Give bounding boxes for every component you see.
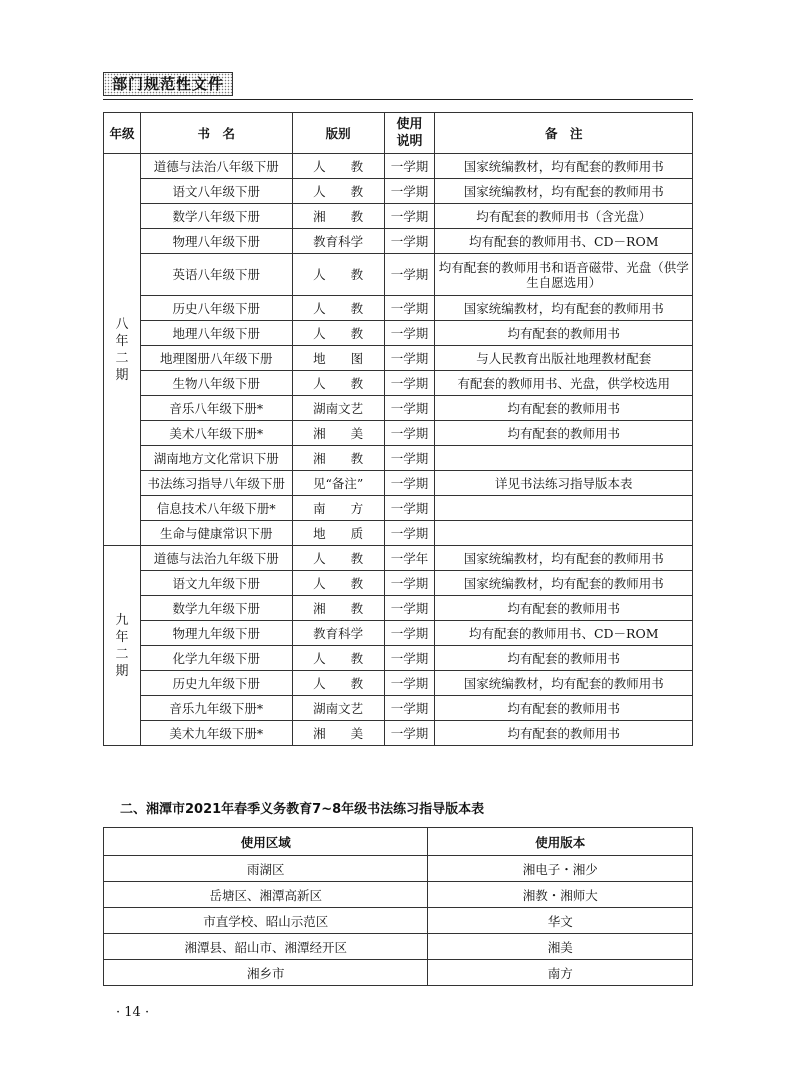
header-usage-text: 使用说明 (396, 117, 423, 149)
usage-cell: 一学期 (384, 596, 435, 621)
book-name-cell: 道德与法治九年级下册 (140, 546, 292, 571)
table-row (104, 254, 693, 296)
edition-cell: 人 教 (292, 179, 384, 204)
note-cell: 均有配套的教师用书 (435, 321, 693, 346)
note-cell: 均有配套的教师用书（含光盘） (435, 204, 693, 229)
header-divider (103, 99, 693, 100)
note-cell: 国家统编教材，均有配套的教师用书 (435, 296, 693, 321)
textbook-table (103, 112, 693, 746)
edition-cell: 见“备注” (292, 471, 384, 496)
table-row (104, 296, 693, 321)
edition-cell: 湖南文艺 (292, 696, 384, 721)
table-row (104, 934, 693, 960)
edition-cell: 人 教 (292, 371, 384, 396)
textbook-table-header-row (104, 113, 693, 154)
usage-cell: 一学期 (384, 571, 435, 596)
book-name-cell: 历史九年级下册 (140, 671, 292, 696)
area-cell: 雨湖区 (104, 856, 428, 882)
usage-cell: 一学期 (384, 396, 435, 421)
usage-cell: 一学期 (384, 204, 435, 229)
usage-cell: 一学期 (384, 496, 435, 521)
edition-cell: 湘 教 (292, 596, 384, 621)
grade-cell (104, 154, 141, 546)
table-row (104, 471, 693, 496)
usage-cell: 一学期 (384, 621, 435, 646)
book-name-cell: 道德与法治八年级下册 (140, 154, 292, 179)
note-cell: 与人民教育出版社地理教材配套 (435, 346, 693, 371)
table-row (104, 421, 693, 446)
edition-cell: 人 教 (292, 546, 384, 571)
table-row (104, 646, 693, 671)
table-row (104, 671, 693, 696)
table-row (104, 396, 693, 421)
usage-cell: 一学期 (384, 696, 435, 721)
usage-cell: 一学期 (384, 179, 435, 204)
book-name-cell: 化学九年级下册 (140, 646, 292, 671)
edition-cell: 人 教 (292, 646, 384, 671)
usage-cell: 一学期 (384, 321, 435, 346)
note-cell: 均有配套的教师用书 (435, 646, 693, 671)
calligraphy-version-table (103, 827, 693, 986)
usage-cell: 一学期 (384, 296, 435, 321)
usage-cell: 一学期 (384, 721, 435, 746)
header-area: 使用区域 (104, 828, 428, 856)
area-cell: 湘潭县、韶山市、湘潭经开区 (104, 934, 428, 960)
edition-cell: 湘 美 (292, 721, 384, 746)
usage-cell: 一学期 (384, 521, 435, 546)
header-edition: 版别 (292, 113, 384, 154)
book-name-cell: 数学九年级下册 (140, 596, 292, 621)
note-cell: 国家统编教材，均有配套的教师用书 (435, 571, 693, 596)
usage-cell: 一学期 (384, 646, 435, 671)
table-row (104, 571, 693, 596)
table-row (104, 696, 693, 721)
book-name-cell: 数学八年级下册 (140, 204, 292, 229)
version-cell: 南方 (428, 960, 693, 986)
book-name-cell: 湖南地方文化常识下册 (140, 446, 292, 471)
usage-cell: 一学期 (384, 229, 435, 254)
grade-label: 八年二期 (115, 316, 129, 383)
version-cell: 湘美 (428, 934, 693, 960)
note-cell (435, 521, 693, 546)
usage-cell: 一学年 (384, 546, 435, 571)
book-name-cell: 历史八年级下册 (140, 296, 292, 321)
edition-cell: 人 教 (292, 154, 384, 179)
header-version: 使用版本 (428, 828, 693, 856)
table-row (104, 204, 693, 229)
calligraphy-table-header-row (104, 828, 693, 856)
edition-cell: 湘 教 (292, 446, 384, 471)
grade-cell (104, 546, 141, 746)
table-row (104, 521, 693, 546)
usage-cell: 一学期 (384, 671, 435, 696)
note-cell: 有配套的教师用书、光盘，供学校选用 (435, 371, 693, 396)
usage-cell: 一学期 (384, 446, 435, 471)
book-name-cell: 信息技术八年级下册* (140, 496, 292, 521)
book-name-cell: 语文八年级下册 (140, 179, 292, 204)
book-name-cell: 英语八年级下册 (140, 254, 292, 296)
usage-cell: 一学期 (384, 421, 435, 446)
table-row (104, 446, 693, 471)
note-cell: 均有配套的教师用书和语音磁带、光盘（供学生自愿选用） (435, 254, 693, 296)
header-notes: 备 注 (435, 113, 693, 154)
edition-cell: 教育科学 (292, 621, 384, 646)
table-row (104, 321, 693, 346)
table-row (104, 496, 693, 521)
textbook-table-body (104, 154, 693, 746)
book-name-cell: 生命与健康常识下册 (140, 521, 292, 546)
note-cell (435, 496, 693, 521)
book-name-cell: 语文九年级下册 (140, 571, 292, 596)
book-name-cell: 地理八年级下册 (140, 321, 292, 346)
table-row (104, 882, 693, 908)
usage-cell: 一学期 (384, 371, 435, 396)
book-name-cell: 物理八年级下册 (140, 229, 292, 254)
note-cell: 均有配套的教师用书 (435, 596, 693, 621)
book-name-cell: 生物八年级下册 (140, 371, 292, 396)
edition-cell: 人 教 (292, 571, 384, 596)
note-cell: 均有配套的教师用书、CD－ROM (435, 229, 693, 254)
table-row (104, 371, 693, 396)
edition-cell: 地 图 (292, 346, 384, 371)
note-cell (435, 446, 693, 471)
usage-cell: 一学期 (384, 471, 435, 496)
note-cell: 国家统编教材，均有配套的教师用书 (435, 179, 693, 204)
book-name-cell: 地理图册八年级下册 (140, 346, 292, 371)
version-cell: 湘教・湘师大 (428, 882, 693, 908)
edition-cell: 湘 美 (292, 421, 384, 446)
note-cell: 均有配套的教师用书 (435, 396, 693, 421)
book-name-cell: 美术九年级下册* (140, 721, 292, 746)
area-cell: 湘乡市 (104, 960, 428, 986)
header-grade: 年级 (104, 113, 141, 154)
edition-cell: 地 质 (292, 521, 384, 546)
usage-cell: 一学期 (384, 254, 435, 296)
book-name-cell: 美术八年级下册* (140, 421, 292, 446)
note-cell: 均有配套的教师用书 (435, 721, 693, 746)
book-name-cell: 物理九年级下册 (140, 621, 292, 646)
table-row (104, 596, 693, 621)
table-row (104, 908, 693, 934)
version-cell: 华文 (428, 908, 693, 934)
book-name-cell: 音乐八年级下册* (140, 396, 292, 421)
area-cell: 岳塘区、湘潭高新区 (104, 882, 428, 908)
note-cell: 均有配套的教师用书 (435, 421, 693, 446)
edition-cell: 教育科学 (292, 229, 384, 254)
edition-cell: 人 教 (292, 296, 384, 321)
table-row (104, 721, 693, 746)
header-book-name: 书 名 (140, 113, 292, 154)
book-name-cell: 书法练习指导八年级下册 (140, 471, 292, 496)
section-heading: 二、湘潭市2021年春季义务教育7~8年级书法练习指导版本表 (120, 802, 485, 817)
edition-cell: 湖南文艺 (292, 396, 384, 421)
table-row (104, 179, 693, 204)
note-cell: 详见书法练习指导版本表 (435, 471, 693, 496)
table-row (104, 229, 693, 254)
note-cell: 均有配套的教师用书 (435, 696, 693, 721)
note-cell: 国家统编教材，均有配套的教师用书 (435, 546, 693, 571)
document-category-tag: 部门规范性文件 (103, 72, 233, 96)
edition-cell: 南 方 (292, 496, 384, 521)
table-row (104, 546, 693, 571)
note-cell: 国家统编教材，均有配套的教师用书 (435, 154, 693, 179)
usage-cell: 一学期 (384, 154, 435, 179)
usage-cell: 一学期 (384, 346, 435, 371)
area-cell: 市直学校、昭山示范区 (104, 908, 428, 934)
note-cell: 均有配套的教师用书、CD－ROM (435, 621, 693, 646)
table-row (104, 621, 693, 646)
edition-cell: 湘 教 (292, 204, 384, 229)
table-row (104, 960, 693, 986)
note-cell: 国家统编教材，均有配套的教师用书 (435, 671, 693, 696)
edition-cell: 人 教 (292, 671, 384, 696)
edition-cell: 人 教 (292, 321, 384, 346)
calligraphy-table-body (104, 856, 693, 986)
header-usage (384, 113, 435, 154)
table-row (104, 154, 693, 179)
page-number: · 14 · (116, 1005, 150, 1020)
table-row (104, 856, 693, 882)
version-cell: 湘电子・湘少 (428, 856, 693, 882)
book-name-cell: 音乐九年级下册* (140, 696, 292, 721)
edition-cell: 人 教 (292, 254, 384, 296)
grade-label: 九年二期 (115, 612, 129, 679)
table-row (104, 346, 693, 371)
